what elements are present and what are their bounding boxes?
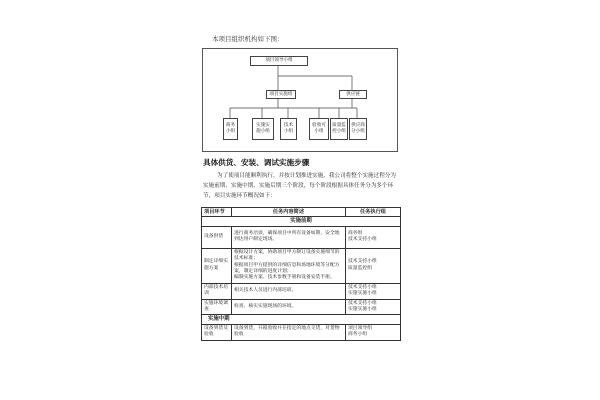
content-cell: 进行商务洽谈，确保项目中所有设备如期、安全地到达用户制定现场。: [232, 226, 346, 248]
org-level3-label: 供应商 分小组: [351, 123, 365, 134]
org-level3-label: 质量监 控小组: [332, 123, 346, 134]
org-root-label: 项目领导小组: [265, 58, 293, 64]
table-row: [202, 226, 401, 248]
content-cell: 检查、核实实施现场的环境。: [232, 299, 346, 315]
team-cell: 技术支持小组 实施实施小组: [346, 299, 401, 315]
phase-row: [202, 315, 401, 324]
team-cell: 技术支持小组 实施实施小组: [346, 283, 401, 299]
phase-label: 实施中期: [202, 315, 401, 324]
table-header-cell: 任务执行组: [346, 208, 401, 217]
content-cell: 相关技术人员进行内部培训。: [232, 283, 346, 299]
content-cell: 设备到货，开箱验收并在指定的地点交货，对货物验收: [232, 324, 346, 340]
org-level3-box: [252, 118, 274, 140]
org-level3-label: 验收可 小组: [312, 123, 326, 134]
org-level3-box: [349, 118, 367, 140]
table-row: [202, 283, 401, 299]
team-cell: 技术支持小组 质量监控组: [346, 248, 401, 283]
org-level2-box: [339, 90, 367, 99]
implementation-table: [201, 207, 401, 341]
org-level3-box: [223, 118, 238, 140]
org-level3-box: [309, 118, 329, 140]
table-header-row: [202, 208, 401, 217]
org-chart-caption: 本项目组织机构如下图：: [212, 35, 284, 43]
table-row: [202, 248, 401, 283]
content-cell: 根据设计方案，协助项目甲方制订设备实施细节的技术标准； 根据项目甲方提供的详细信息和场地环境等分配方案，制定详细的进度计划； 编制实施方案、技术参数手册和设备安装手册。: [232, 248, 346, 283]
table-header-cell: 任务内容简述: [232, 208, 346, 217]
org-level2-label: 供应链: [346, 91, 360, 97]
phase-label: 实施前期: [202, 217, 401, 226]
team-cell: 商务组 技术支持小组: [346, 226, 401, 248]
team-cell: 项目领导组 商务小组: [346, 324, 401, 340]
org-level3-box: [330, 118, 348, 140]
table-header-cell: 项目环节: [202, 208, 232, 217]
step-cell: 内部技术培训: [202, 283, 232, 299]
step-cell: 实施环境调查: [202, 299, 232, 315]
org-root-box: [250, 56, 308, 66]
phase-row: [202, 217, 401, 226]
step-cell: 设备供货: [202, 226, 232, 248]
table-row: [202, 299, 401, 315]
org-level2-box: [266, 90, 296, 99]
step-cell: 制定详细实施方案: [202, 248, 232, 283]
org-level3-box: [280, 118, 297, 140]
intro-paragraph: 为了使项目能顺利执行，并按计划推进实施，我公司将整个实施过程分为实施前期、实施中期、实施后期三个阶段，每个阶段根据具体任务分为多个环节，项目实施环节概况如下：: [203, 173, 397, 199]
section-heading: 具体供货、安装、调试实施步骤: [203, 158, 310, 167]
org-level3-label: 技术 小组: [283, 123, 294, 134]
org-level3-label: 商务 小组: [225, 123, 236, 134]
table-row: [202, 324, 401, 340]
org-level3-label: 实施实 施小组: [256, 123, 270, 134]
step-cell: 设备到货及验收: [202, 324, 232, 340]
org-level2-label: 项目实施组: [269, 91, 293, 97]
